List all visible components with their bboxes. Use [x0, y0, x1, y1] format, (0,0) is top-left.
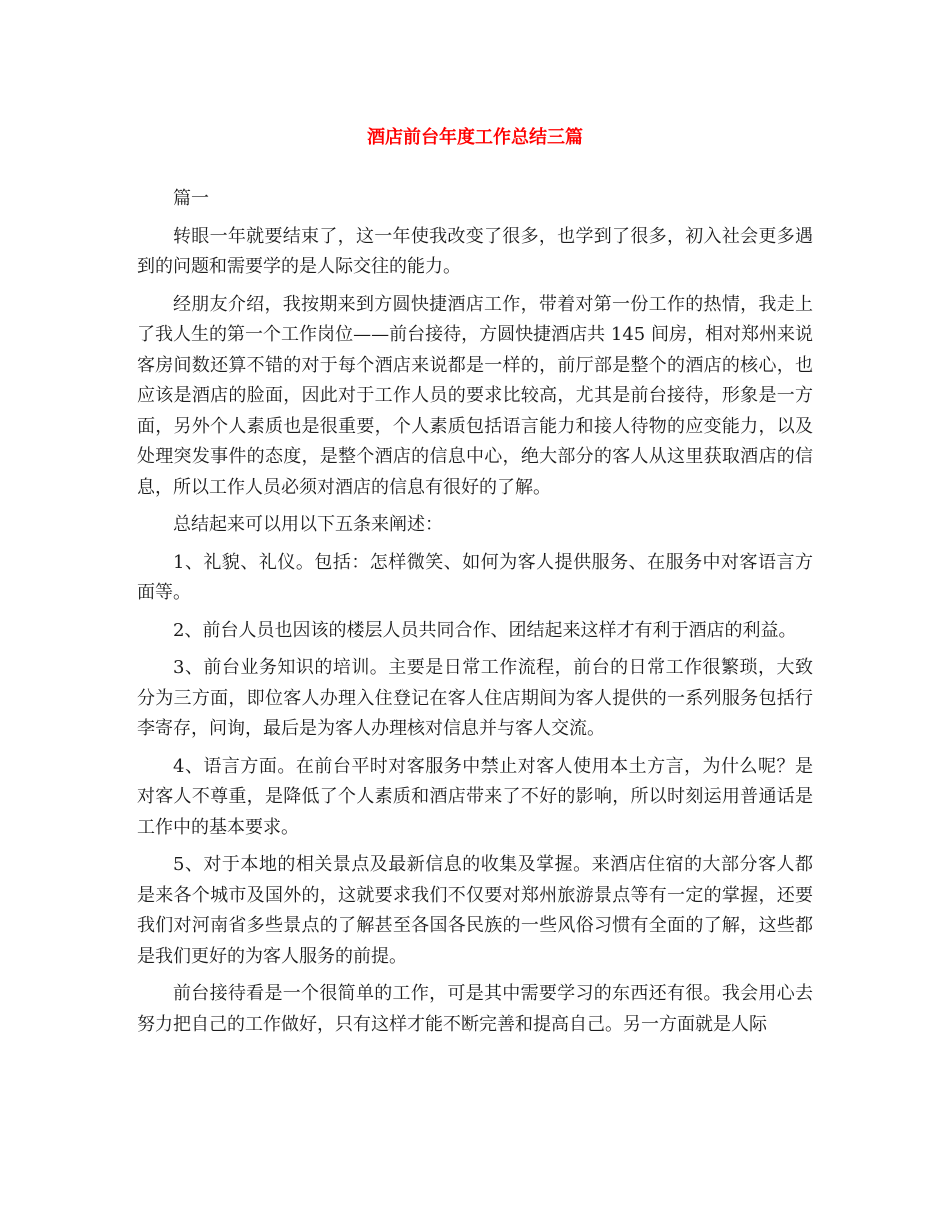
paragraph-point-1: 1、礼貌、礼仪。包括：怎样微笑、如何为客人提供服务、在服务中对客语言方面等。 [137, 551, 813, 603]
paragraph-background: 经朋友介绍，我按期来到方圆快捷酒店工作，带着对第一份工作的热情，我走上了我人生的第一个工作岗位——前台接待，方圆快捷酒店共 145 间房，相对郑州来说客房间数还算不错的对于每个酒店来说都是一样的，前厅部是整个的酒店的核心，也应该是酒店的脸面，因此对于工作人员的要求比较高，尤其是前台接待，形象是一方面，另外个人素质也是很重要，个人素质包括语言能力和接人待物的应变能力，以及处理突发事件的态度，是整个酒店的信息中心，绝大部分的客人从这里获取酒店的信息，所以工作人员必须对酒店的信息有很好的了解。 [137, 293, 813, 498]
paragraph-point-4: 4、语言方面。在前台平时对客服务中禁止对客人使用本土方言，为什么呢？是对客人不尊重，是降低了个人素质和酒店带来了不好的影响，所以时刻运用普通话是工作中的基本要求。 [137, 755, 813, 838]
paragraph-intro: 转眼一年就要结束了，这一年使我改变了很多，也学到了很多，初入社会更多遇到的问题和需要学的是人际交往的能力。 [137, 225, 813, 277]
paragraph-point-2: 2、前台人员也因该的楼层人员共同合作、团结起来这样才有利于酒店的利益。 [173, 619, 797, 641]
document-body [137, 184, 813, 1047]
paragraph-closing: 前台接待看是一个很简单的工作，可是其中需要学习的东西还有很。我会用心去努力把自己的工作做好，只有这样才能不断完善和提高自己。另一方面就是人际 [137, 983, 813, 1035]
paragraph-point-5: 5、对于本地的相关景点及最新信息的收集及掌握。来酒店住宿的大部分客人都是来各个城市及国外的，这就要求我们不仅要对郑州旅游景点等有一定的掌握，还要我们对河南省多些景点的了解甚至各国各民族的一些风俗习惯有全面的了解，这些都是我们更好的为客人服务的前提。 [137, 854, 813, 967]
document-title: 酒店前台年度工作总结三篇 [367, 127, 583, 148]
paragraph-section-heading: 篇一 [173, 188, 209, 209]
paragraph-point-3: 3、前台业务知识的培训。主要是日常工作流程，前台的日常工作很繁琐，大致分为三方面，即位客人办理入住登记在客人住店期间为客人提供的一系列服务包括行李寄存，问询，最后是为客人办理核对信息并与客人交流。 [137, 657, 813, 739]
paragraph-summary-lead: 总结起来可以用以下五条来阐述： [173, 514, 443, 535]
